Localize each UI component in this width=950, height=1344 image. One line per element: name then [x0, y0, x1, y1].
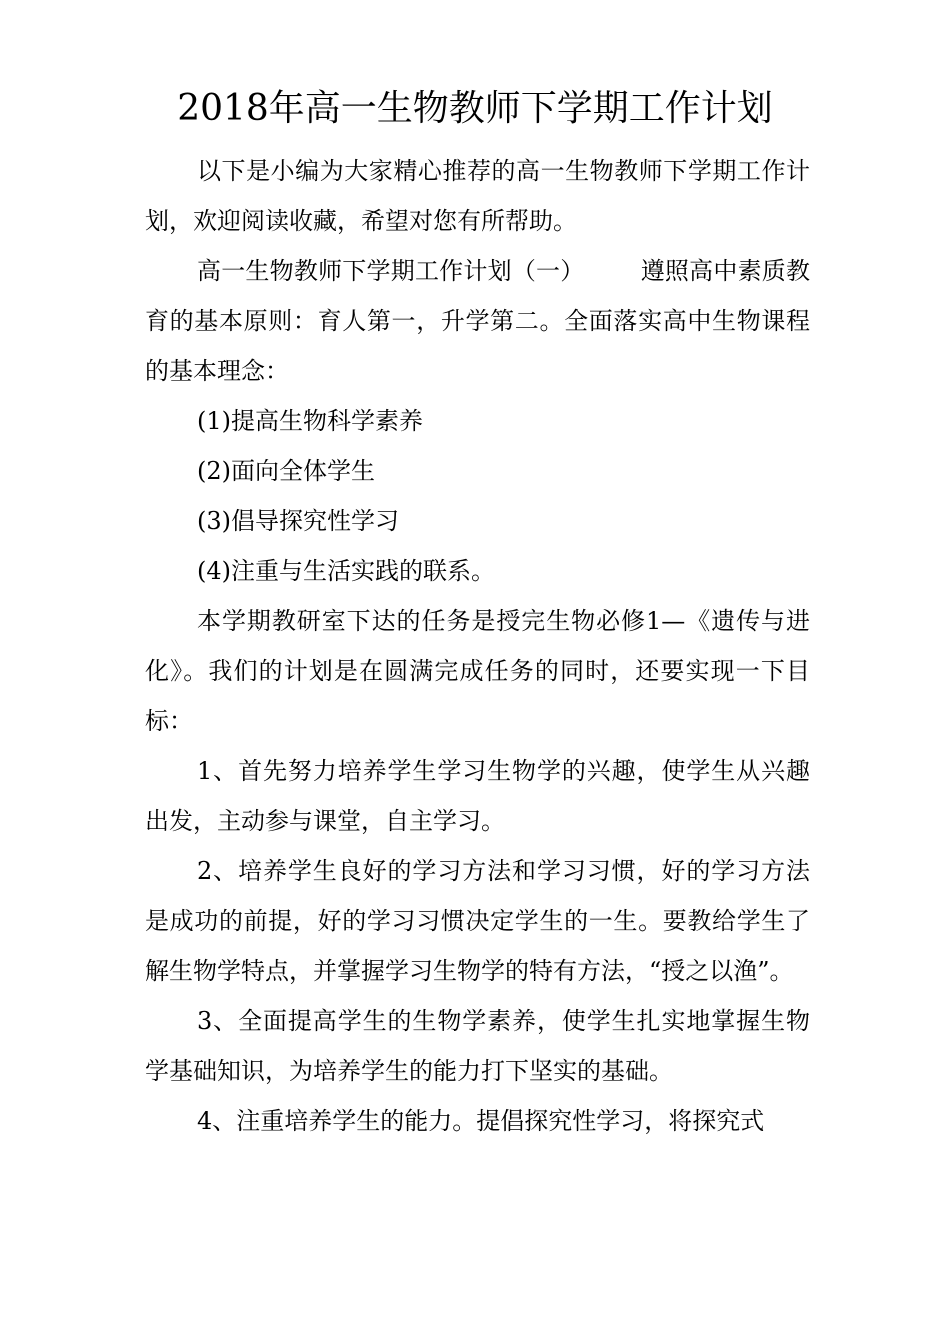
goal-paragraph: 2、培养学生良好的学习方法和学习习惯，好的学习方法是成功的前提，好的学习习惯决定学生的一生。要教给学生了解生物学特点，并掌握学习生物学的特有方法，“授之以渔”。 [145, 857, 810, 985]
document-body [145, 146, 810, 1146]
section-paragraph [145, 246, 810, 396]
principle-item: (1)提高生物科学素养 [197, 407, 423, 435]
section-text: 遵照高中素质教育的基本原则：育人第一，升学第二。全面落实高中生物课程的基本理念： [145, 257, 811, 385]
document-title: 2018年高一生物教师下学期工作计划 [177, 88, 773, 129]
principle-item: (4)注重与生活实践的联系。 [197, 557, 495, 585]
goal-paragraph: 4、注重培养学生的能力。提倡探究性学习，将探究式 [197, 1107, 765, 1135]
section-heading: 高一生物教师下学期工作计划（一） [197, 257, 585, 285]
goal-paragraph: 1、首先努力培养学生学习生物学的兴趣，使学生从兴趣出发，主动参与课堂，自主学习。 [145, 757, 810, 835]
principle-item: (3)倡导探究性学习 [197, 507, 399, 535]
principle-item: (2)面向全体学生 [197, 457, 375, 485]
intro-paragraph: 以下是小编为大家精心推荐的高一生物教师下学期工作计划，欢迎阅读收藏，希望对您有所帮助。 [145, 157, 810, 235]
goal-paragraph: 3、全面提高学生的生物学素养，使学生扎实地掌握生物学基础知识，为培养学生的能力打下坚实的基础。 [145, 1007, 810, 1085]
task-paragraph: 本学期教研室下达的任务是授完生物必修1—《遗传与进化》。我们的计划是在圆满完成任务的同时，还要实现一下目标： [145, 607, 810, 735]
